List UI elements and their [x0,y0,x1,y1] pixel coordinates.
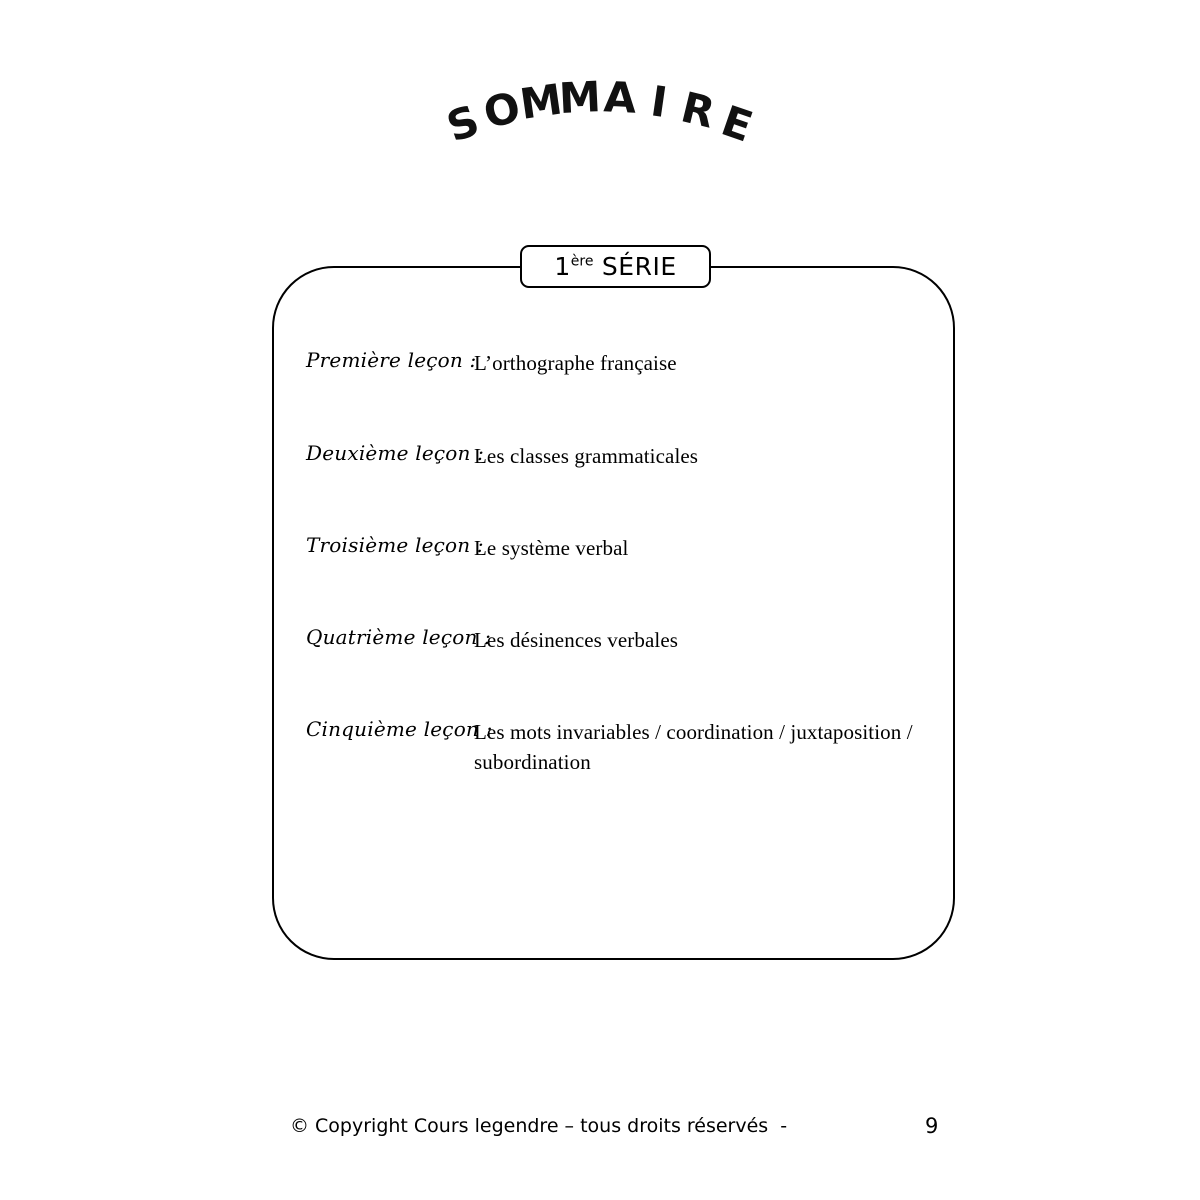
page-footer [0,1112,1200,1152]
lesson-title: Les mots invariables / coordination / juxtaposition / subordination [474,720,913,775]
page-title-letter: I [647,76,670,127]
lesson-label: Troisième leçon : [306,533,484,557]
page-number: 9 [925,1114,939,1138]
page-title-letter: M [517,74,566,129]
lesson-title: Les désinences verbales [474,628,679,652]
list-item [272,441,955,471]
page-title [0,28,1200,152]
series-label-text [554,254,676,279]
page-title-letter: E [715,95,759,152]
series-label-name: SÉRIE [593,252,677,281]
lesson-label: Quatrième leçon : [306,625,492,649]
page-title-letter: S [440,95,486,152]
lesson-title: Les classes grammaticales [474,444,699,468]
lesson-label: Cinquième leçon : [306,717,493,741]
list-item [272,533,955,563]
page-title-letter: O [478,82,526,139]
series-label-number: 1 [554,252,571,281]
lesson-list [272,266,955,960]
page-title-arc [440,28,759,152]
page-title-letter: A [602,71,637,123]
lesson-title: Le système verbal [474,536,629,560]
list-item [272,625,955,655]
lesson-label: Deuxième leçon : [306,441,485,465]
series-label-box [520,245,711,288]
lesson-label: Première leçon : [306,348,477,372]
lesson-title: L’orthographe française [474,351,677,375]
list-item [272,717,955,778]
page-title-letter: M [558,71,603,123]
list-item [272,348,955,378]
series-label-ordinal: ère [570,253,594,270]
page-title-letter: R [676,82,720,138]
copyright-notice: © Copyright Cours legendre – tous droits réservés - [290,1115,788,1137]
